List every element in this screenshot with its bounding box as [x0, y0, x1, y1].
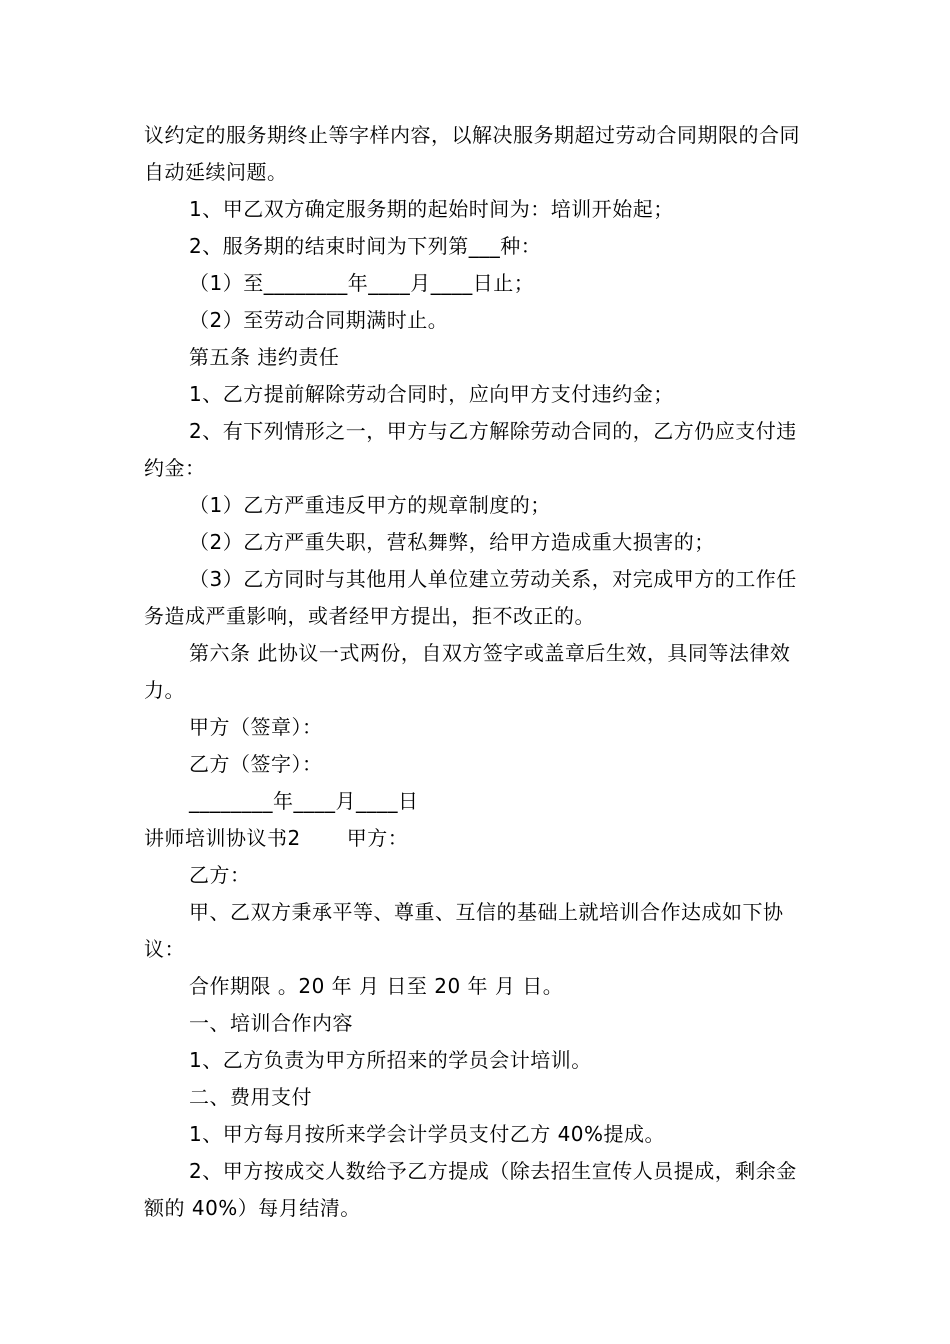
date-line: ________年____月____日 — [189, 789, 419, 813]
paragraph: 甲、乙双方秉承平等、尊重、互信的基础上就培训合作达成如下协议： — [144, 900, 784, 961]
paragraph: （2）至劳动合同期满时止。 — [189, 308, 449, 332]
paragraph: 1、乙方负责为甲方所招来的学员会计培训。 — [189, 1048, 592, 1072]
signature-line-party-b: 乙方（签字）： — [189, 752, 323, 776]
paragraph: 1、甲乙双方确定服务期的起始时间为：培训开始起； — [189, 197, 674, 221]
paragraph: 2、服务期的结束时间为下列第___种： — [189, 234, 542, 258]
document-body — [144, 117, 808, 1227]
section-heading: 一、培训合作内容 — [189, 1011, 353, 1035]
paragraph: 1、甲方每月按所来学会计学员支付乙方 40%提成。 — [189, 1122, 666, 1146]
paragraph: 合作期限 。20 年 月 日至 20 年 月 日。 — [189, 974, 564, 998]
section-heading: 第五条 违约责任 — [189, 345, 340, 369]
party-b-label: 乙方： — [189, 863, 251, 887]
paragraph: 议约定的服务期终止等字样内容，以解决服务期超过劳动合同期限的合同自动延续问题。 — [144, 123, 800, 184]
document-heading-line — [144, 820, 808, 857]
signature-line-party-a: 甲方（签章）： — [189, 715, 323, 739]
paragraph: （2）乙方严重失职，营私舞弊，给甲方造成重大损害的； — [189, 530, 715, 554]
paragraph: 1、乙方提前解除劳动合同时，应向甲方支付违约金； — [189, 382, 674, 406]
paragraph: 2、甲方按成交人数给予乙方提成（除去招生宣传人员提成，剩余金额的 40%）每月结清。 — [144, 1159, 797, 1220]
paragraph: （1）至________年____月____日止； — [189, 271, 535, 295]
paragraph: 2、有下列情形之一，甲方与乙方解除劳动合同的，乙方仍应支付违约金： — [144, 419, 797, 480]
section-heading: 二、费用支付 — [189, 1085, 312, 1109]
party-a-label: 甲方： — [346, 826, 409, 850]
paragraph: （1）乙方严重违反甲方的规章制度的； — [189, 493, 551, 517]
paragraph: （3）乙方同时与其他用人单位建立劳动关系，对完成甲方的工作任务造成严重影响，或者经甲方提出，拒不改正的。 — [144, 567, 797, 628]
document-title: 讲师培训协议书2 — [144, 826, 301, 850]
paragraph: 第六条 此协议一式两份，自双方签字或盖章后生效，具同等法律效力。 — [144, 641, 791, 702]
